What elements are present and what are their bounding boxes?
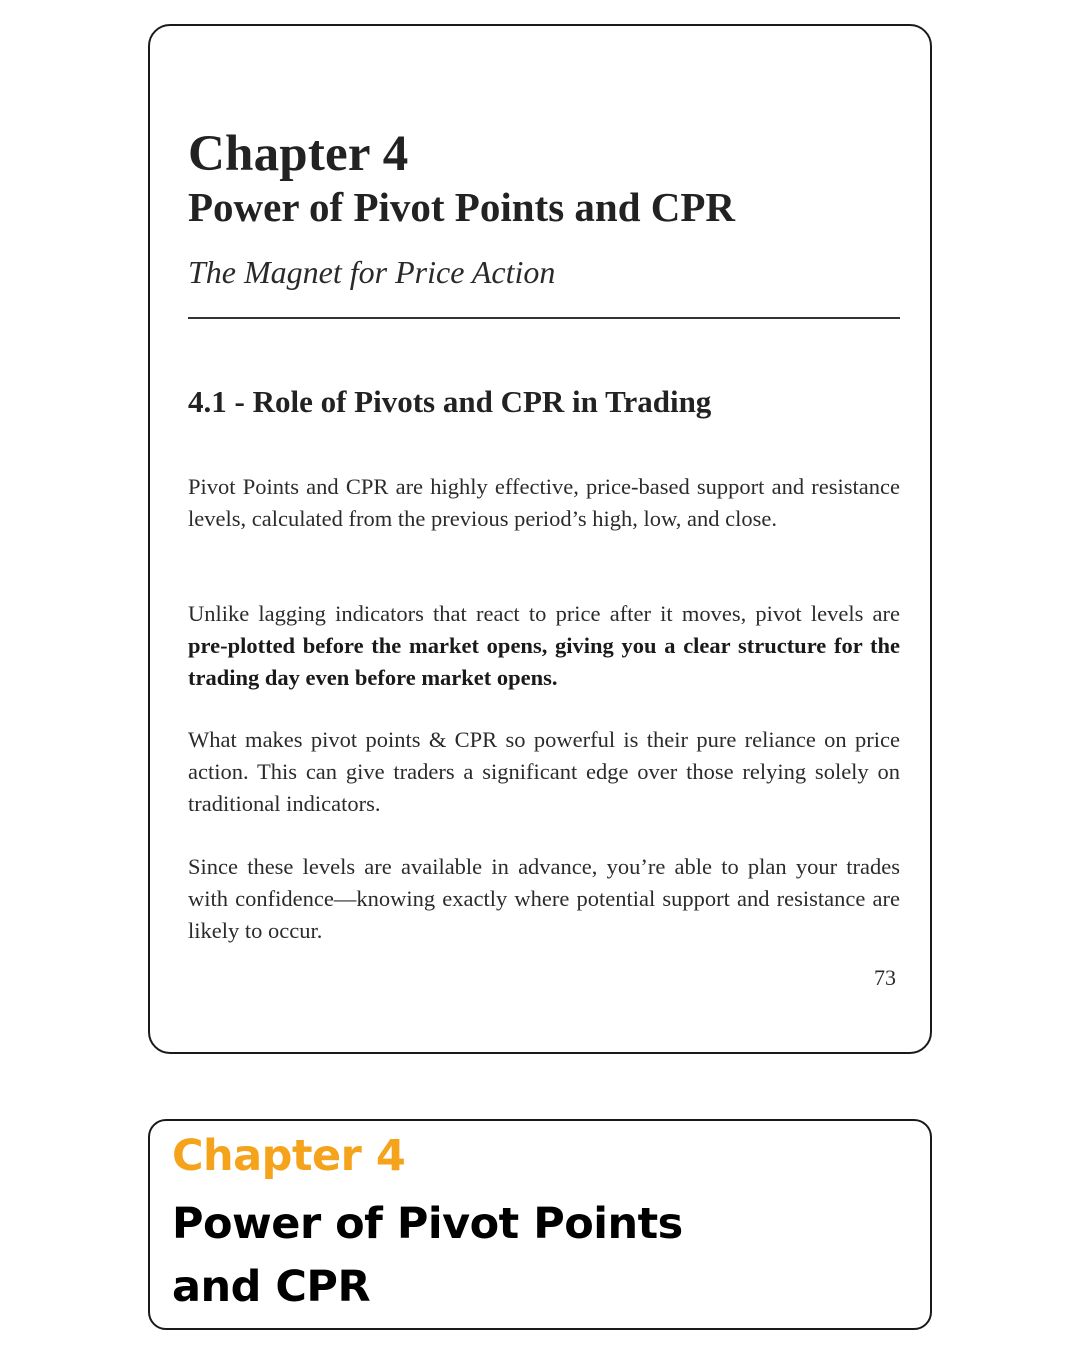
section-heading: 4.1 - Role of Pivots and CPR in Trading (188, 384, 712, 419)
chapter-subtitle: The Magnet for Price Action (188, 254, 556, 290)
chapter-divider (188, 317, 900, 319)
paragraph-2-bold: pre-plotted before the market opens, giving you a clear structure for the trading day even before market opens. (188, 633, 900, 690)
chapter-title: Power of Pivot Points and CPR (188, 184, 736, 230)
paragraph-1: Pivot Points and CPR are highly effective, price-based support and resistance levels, calculated from the previous period’s high, low, and close. (188, 474, 900, 531)
page-number: 73 (874, 965, 896, 990)
paragraph-4: Since these levels are available in advance, you’re able to plan your trades with confidence—knowing exactly where potential support and resistance are likely to occur. (188, 854, 900, 943)
book-page-card (148, 24, 932, 1054)
paragraph-3: What makes pivot points & CPR so powerful is their pure reliance on price action. This can give traders a significant edge over those relying solely on traditional indicators. (188, 727, 900, 816)
caption-card (148, 1119, 932, 1330)
paragraph-2 (188, 598, 900, 694)
chapter-label: Chapter 4 (188, 126, 409, 182)
paragraph-2-regular: Unlike lagging indicators that react to price after it moves, pivot levels are (188, 601, 900, 626)
caption-chapter-label: Chapter 4 (172, 1131, 406, 1181)
caption-title: Power of Pivot Points and CPR (172, 1199, 683, 1312)
